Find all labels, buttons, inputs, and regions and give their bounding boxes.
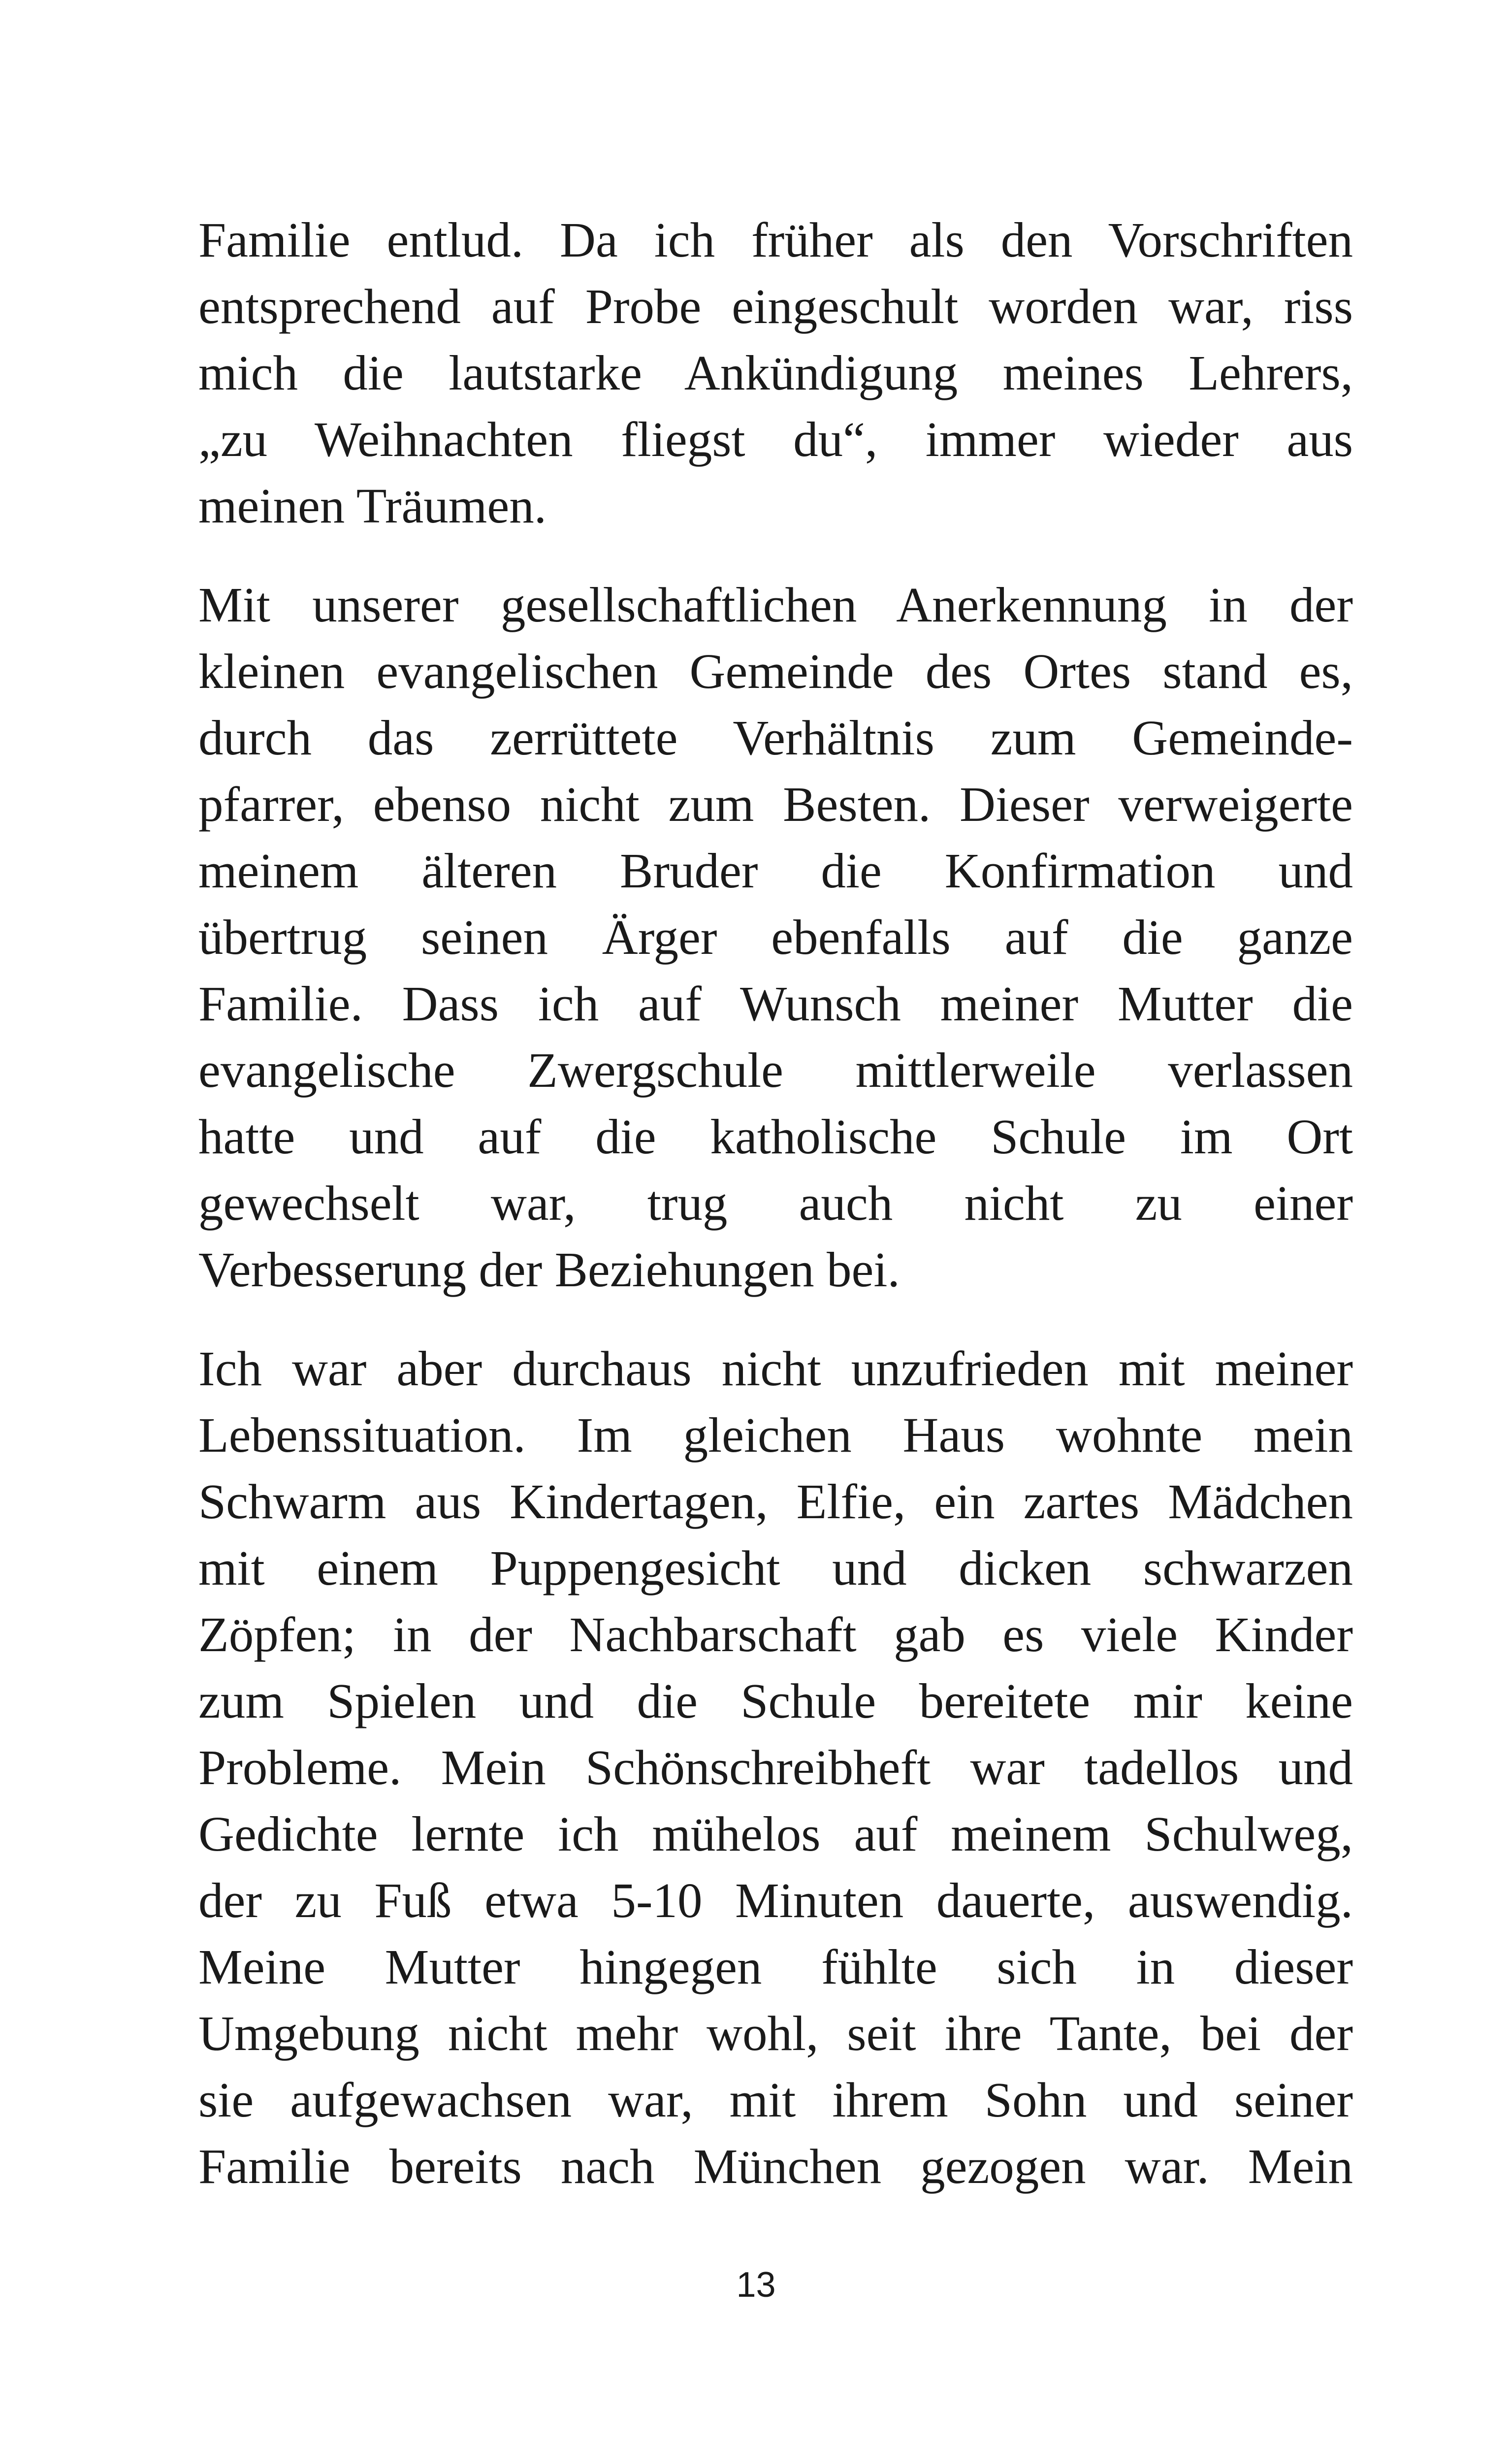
text-line: Lebenssituation. Im gleichen Haus wohnte mein [198, 1407, 1353, 1463]
text-line: zum Spielen und die Schule bereitete mir keine [198, 1673, 1353, 1728]
text-line: gewechselt war, trug auch nicht zu einer [198, 1175, 1353, 1231]
text-line: Verbesserung der Beziehungen bei. [198, 1242, 900, 1297]
text-line: mich die lautstarke Ankündigung meines Lehrers, [198, 345, 1353, 400]
text-line: Familie entlud. Da ich früher als den Vorschriften [198, 212, 1353, 267]
text-line: Umgebung nicht mehr wohl, seit ihre Tante, bei der [198, 2006, 1353, 2061]
text-line: Zöpfen; in der Nachbarschaft gab es viele Kinder [198, 1607, 1353, 1662]
text-line: pfarrer, ebenso nicht zum Besten. Dieser verweigerte [198, 777, 1353, 832]
body-text [198, 207, 1353, 2232]
paragraph [198, 572, 1353, 1303]
text-line: übertrug seinen Ärger ebenfalls auf die ganze [198, 910, 1353, 965]
paragraph [198, 207, 1353, 539]
text-line: Ich war aber durchaus nicht unzufrieden mit meiner [198, 1341, 1353, 1396]
text-line: Familie bereits nach München gezogen war. Mein [198, 2139, 1353, 2194]
text-line: hatte und auf die katholische Schule im Ort [198, 1109, 1353, 1164]
text-line: Familie. Dass ich auf Wunsch meiner Mutter die [198, 976, 1353, 1031]
text-line: evangelische Zwergschule mittlerweile verlassen [198, 1042, 1353, 1098]
text-line: mit einem Puppengesicht und dicken schwarzen [198, 1540, 1353, 1596]
text-line: Gedichte lernte ich mühelos auf meinem Schulweg, [198, 1806, 1353, 1861]
text-line: meinem älteren Bruder die Konfirmation und [198, 843, 1353, 898]
text-line: sie aufgewachsen war, mit ihrem Sohn und seiner [198, 2072, 1353, 2127]
text-line: entsprechend auf Probe eingeschult worden war, riss [198, 279, 1353, 334]
paragraph [198, 1336, 1353, 2200]
text-line: „zu Weihnachten fliegst du“, immer wieder aus [198, 412, 1353, 467]
text-line: meinen Träumen. [198, 478, 547, 533]
text-line: kleinen evangelischen Gemeinde des Ortes stand es, [198, 644, 1353, 699]
page-number: 13 [736, 2265, 776, 2305]
text-line: durch das zerrüttete Verhältnis zum Gemeinde- [198, 710, 1353, 765]
text-line: Schwarm aus Kindertagen, Elfie, ein zartes Mädchen [198, 1474, 1353, 1529]
text-line: der zu Fuß etwa 5-10 Minuten dauerte, auswendig. [198, 1873, 1353, 1928]
text-line: Meine Mutter hingegen fühlte sich in dieser [198, 1939, 1353, 1994]
text-line: Mit unserer gesellschaftlichen Anerkennung in der [198, 577, 1353, 632]
text-line: Probleme. Mein Schönschreibheft war tadellos und [198, 1740, 1353, 1795]
